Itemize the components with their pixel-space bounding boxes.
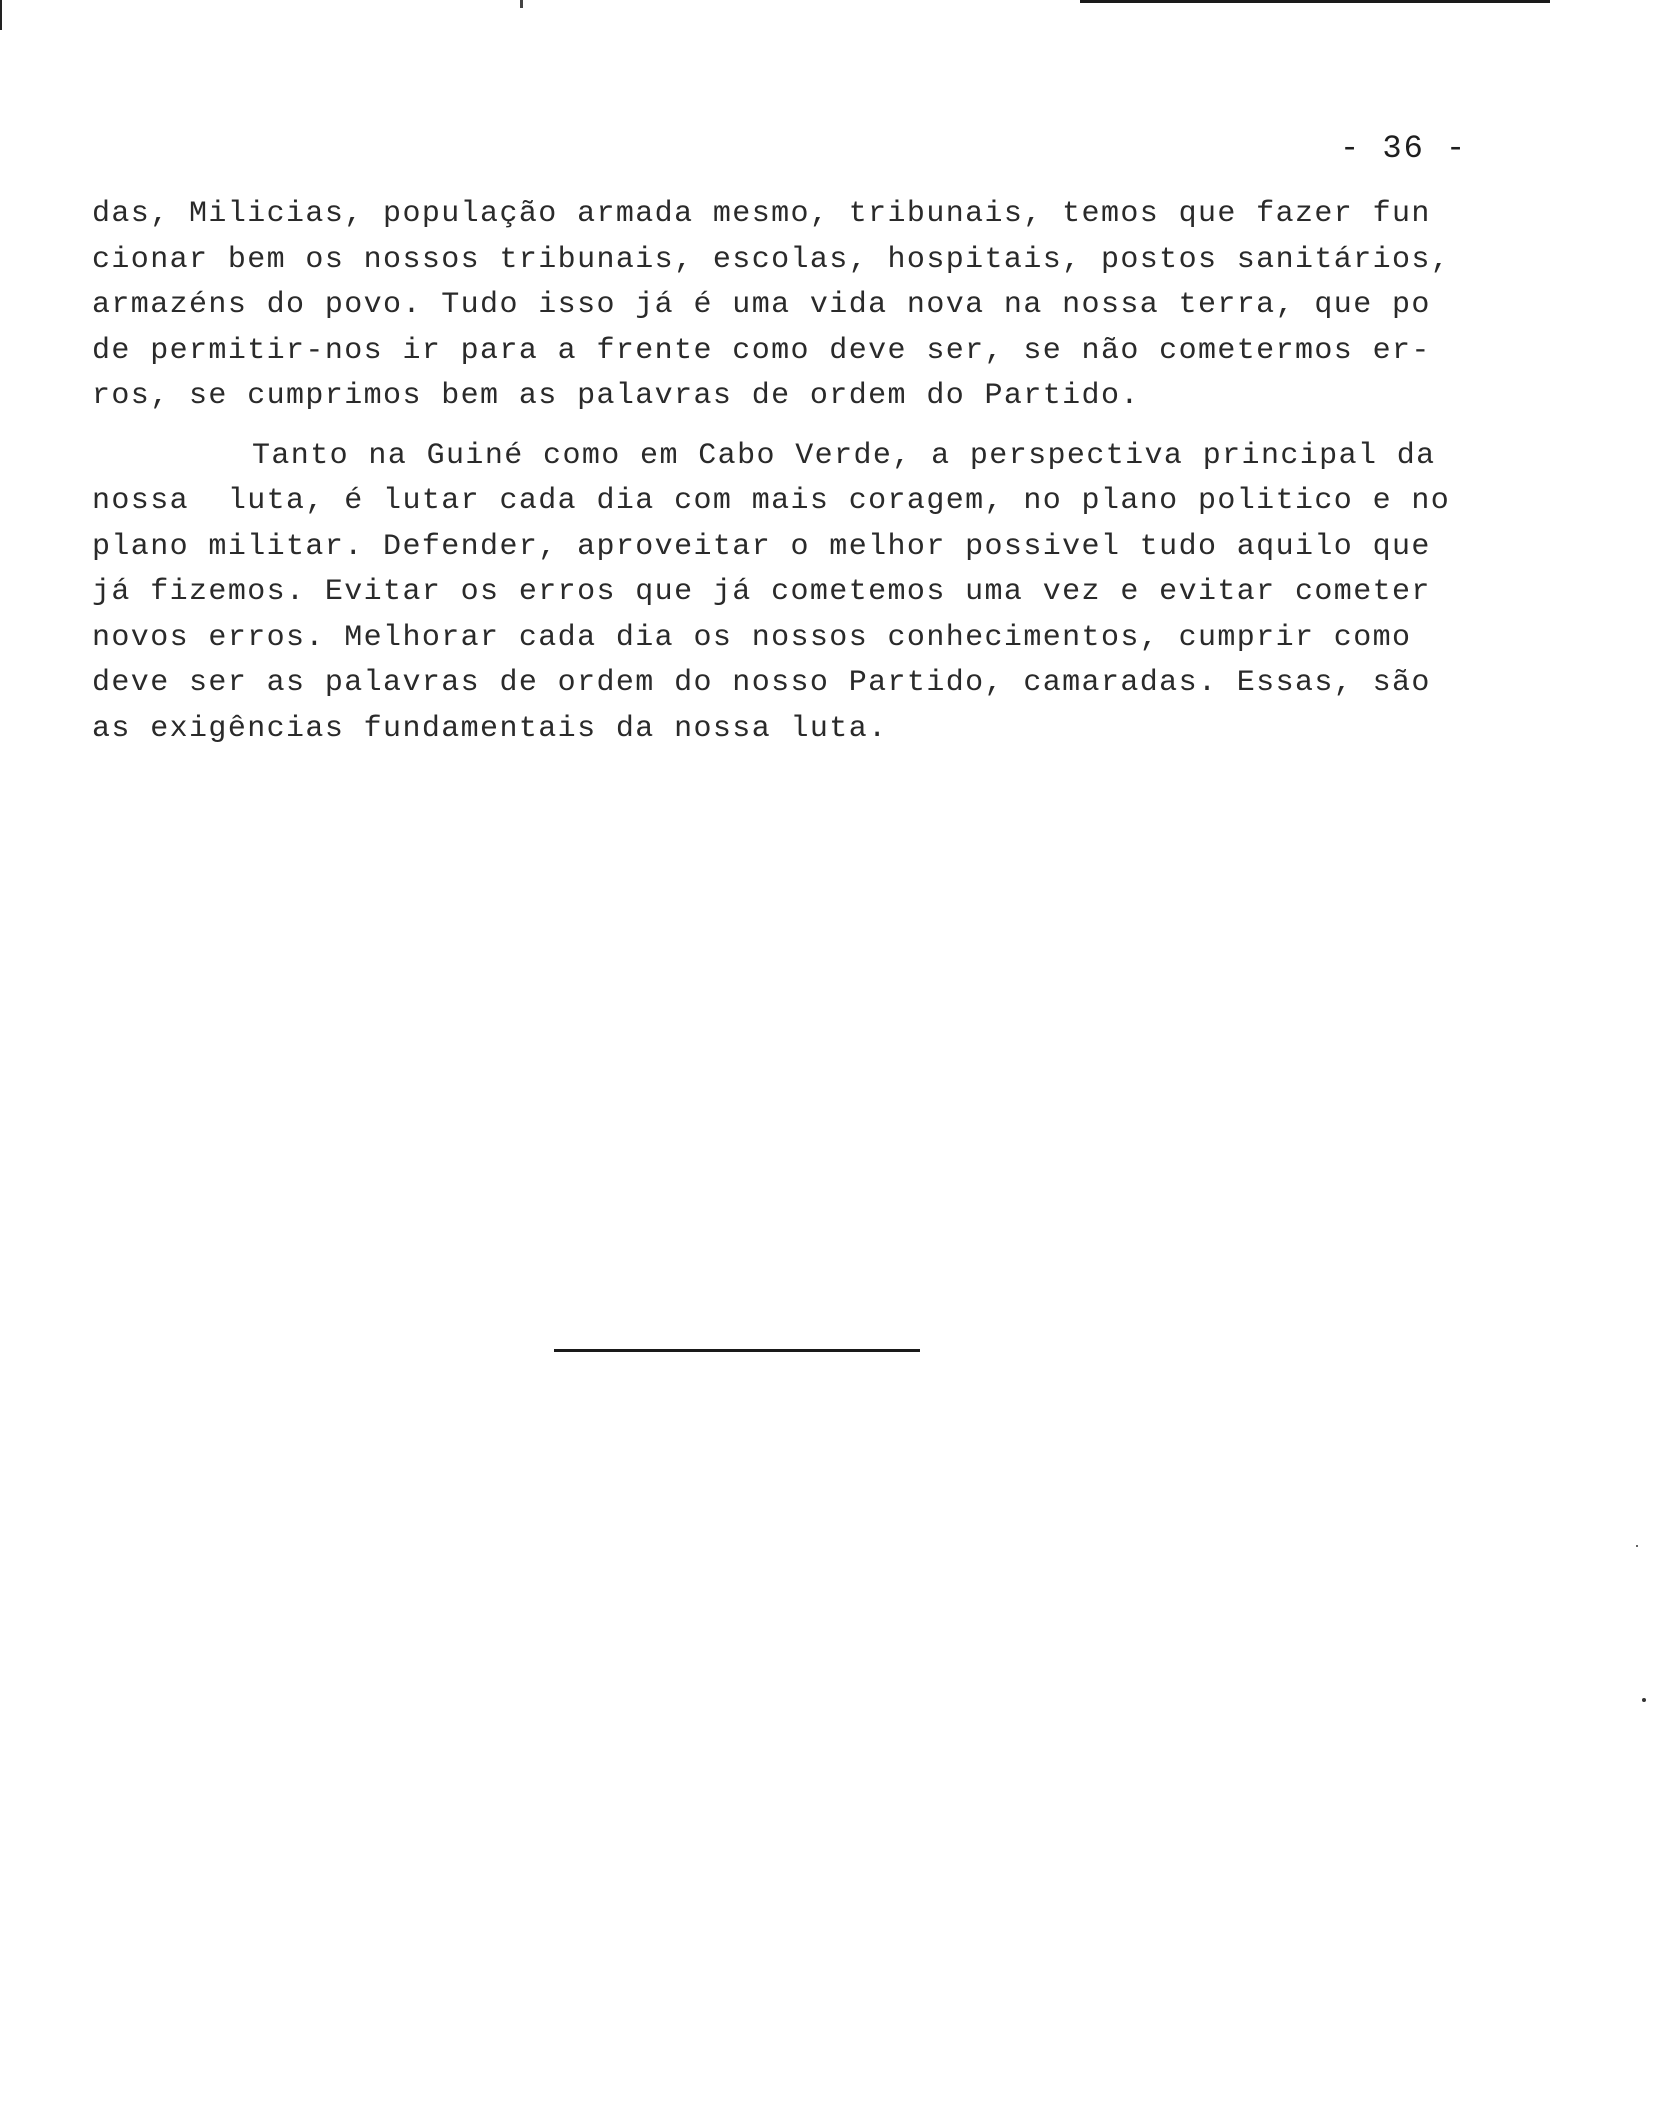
- paragraph-1: [92, 192, 1522, 420]
- top-rule: [1080, 0, 1550, 3]
- text-line: ros, se cumprimos bem as palavras de ordem do Partido.: [92, 379, 1140, 413]
- scan-speck: [1642, 1698, 1646, 1702]
- text-line: as exigências fundamentais da nossa luta.: [92, 711, 888, 746]
- page-text: [92, 192, 1522, 752]
- text-line: cionar bem os nossos tribunais, escolas, hospitais, postos sanitários,: [92, 242, 1451, 277]
- text-line: das, Milicias, população armada mesmo, tribunais, temos que fazer fun: [92, 197, 1431, 231]
- paragraph-2: [92, 434, 1522, 753]
- text-line-indented: Tanto na Guiné como em Cabo Verde, a perspectiva principal da: [252, 438, 1436, 473]
- scan-top-tick: [520, 0, 523, 8]
- paragraph-gap: [92, 420, 1522, 434]
- scan-edge-mark: [0, 0, 2, 30]
- text-line: nossa luta, é lutar cada dia com mais coragem, no plano politico e no: [92, 484, 1451, 518]
- text-line: deve ser as palavras de ordem do nosso Partido, camaradas. Essas, são: [92, 666, 1431, 700]
- closing-rule: [554, 1349, 920, 1352]
- text-line: plano militar. Defender, aproveitar o melhor possivel tudo aquilo que: [92, 529, 1431, 564]
- text-line: novos erros. Melhorar cada dia os nossos conhecimentos, cumprir como: [92, 620, 1412, 655]
- text-line: de permitir-nos ir para a frente como deve ser, se não cometermos er-: [92, 333, 1431, 368]
- page-number: - 36 -: [1340, 130, 1468, 167]
- scan-speck: [1636, 1545, 1638, 1547]
- text-line: já fizemos. Evitar os erros que já cometemos uma vez e evitar cometer: [92, 575, 1431, 609]
- text-line: armazéns do povo. Tudo isso já é uma vida nova na nossa terra, que po: [92, 288, 1431, 322]
